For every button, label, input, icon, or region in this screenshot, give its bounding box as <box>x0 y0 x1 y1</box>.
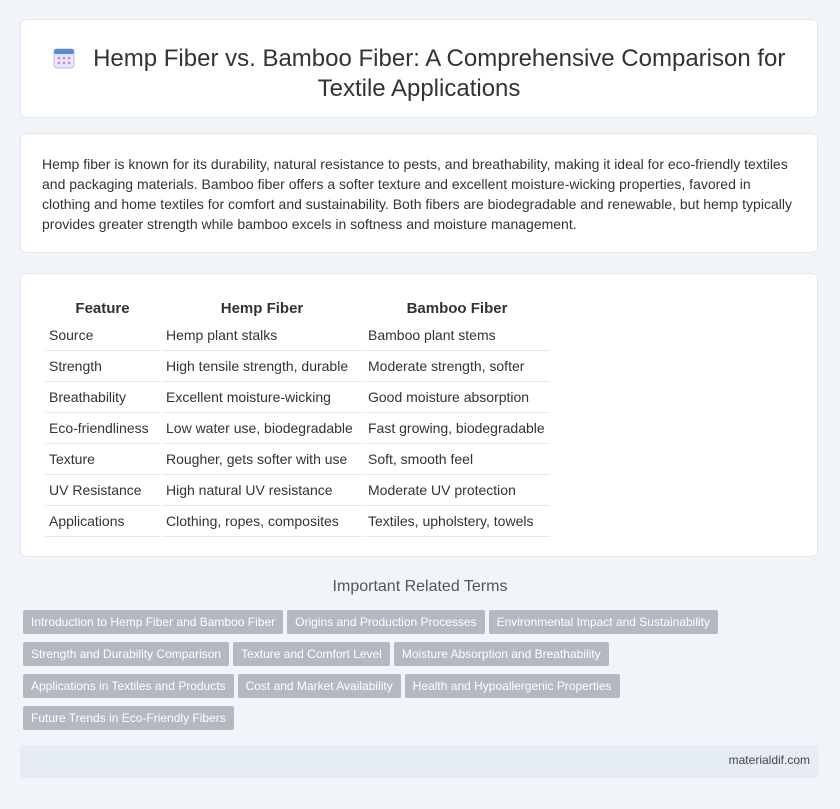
column-header-bamboo: Bamboo Fiber <box>406 299 508 317</box>
table-row <box>45 475 550 506</box>
calendar-icon <box>53 47 75 74</box>
related-term-tag[interactable]: Texture and Comfort Level <box>233 642 390 666</box>
table-cell: Moderate UV protection <box>364 475 550 506</box>
table-cell: Fast growing, biodegradable <box>364 413 550 444</box>
related-term-tag[interactable]: Cost and Market Availability <box>238 674 401 698</box>
related-term-tag[interactable]: Origins and Production Processes <box>287 610 484 634</box>
table-row <box>45 382 550 413</box>
table-cell: Breathability <box>45 382 160 413</box>
table-cell: Moderate strength, softer <box>364 351 550 382</box>
column-header-feature: Feature <box>75 299 130 317</box>
related-terms-heading: Important Related Terms <box>332 578 508 595</box>
footer-site-name[interactable]: materialdif.com <box>728 753 810 767</box>
title-card <box>20 19 818 118</box>
related-term-tag[interactable]: Future Trends in Eco-Friendly Fibers <box>23 706 234 730</box>
table-row <box>45 351 550 382</box>
table-cell: High natural UV resistance <box>162 475 362 506</box>
table-cell: Good moisture absorption <box>364 382 550 413</box>
related-term-tag[interactable]: Moisture Absorption and Breathability <box>394 642 609 666</box>
column-header-hemp: Hemp Fiber <box>220 299 304 317</box>
table-cell: Low water use, biodegradable <box>162 413 362 444</box>
table-cell: Strength <box>45 351 160 382</box>
table-cell: Texture <box>45 444 160 475</box>
related-term-tag[interactable]: Environmental Impact and Sustainability <box>489 610 718 634</box>
table-cell: Applications <box>45 506 160 537</box>
table-cell: Source <box>45 320 160 351</box>
table-row <box>45 506 550 537</box>
intro-card <box>20 133 818 253</box>
table-cell: Soft, smooth feel <box>364 444 550 475</box>
table-row <box>45 444 550 475</box>
intro-text: Hemp fiber is known for its durability, natural resistance to pests, and breathability, making it ideal for eco-friendly textiles and packaging materials. Bamboo fiber offers a softer texture and excellent moisture-wicking properties, favored in clothing and home textiles for comfort and sustainability. Both fibers are biodegradable and renewable, but hemp typically provides greater strength while bamboo excels in softness and moisture management. <box>42 156 792 232</box>
table-cell: UV Resistance <box>45 475 160 506</box>
table-header-row <box>45 296 550 320</box>
table-cell: Eco-friendliness <box>45 413 160 444</box>
related-term-tag[interactable]: Strength and Durability Comparison <box>23 642 229 666</box>
related-terms-list <box>23 610 783 738</box>
table-cell: Excellent moisture-wicking <box>162 382 362 413</box>
footer <box>20 745 818 778</box>
table-row <box>45 320 550 351</box>
table-cell: High tensile strength, durable <box>162 351 362 382</box>
comparison-table <box>43 296 552 537</box>
related-term-tag[interactable]: Health and Hypoallergenic Properties <box>405 674 620 698</box>
table-row <box>45 413 550 444</box>
table-cell: Clothing, ropes, composites <box>162 506 362 537</box>
table-cell: Rougher, gets softer with use <box>162 444 362 475</box>
comparison-card <box>20 273 818 557</box>
related-term-tag[interactable]: Applications in Textiles and Products <box>23 674 234 698</box>
table-cell: Textiles, upholstery, towels <box>364 506 550 537</box>
table-cell: Hemp plant stalks <box>162 320 362 351</box>
table-cell: Bamboo plant stems <box>364 320 550 351</box>
page-title: Hemp Fiber vs. Bamboo Fiber: A Comprehensive Comparison for Textile Applications <box>93 45 786 102</box>
related-term-tag[interactable]: Introduction to Hemp Fiber and Bamboo Fiber <box>23 610 283 634</box>
